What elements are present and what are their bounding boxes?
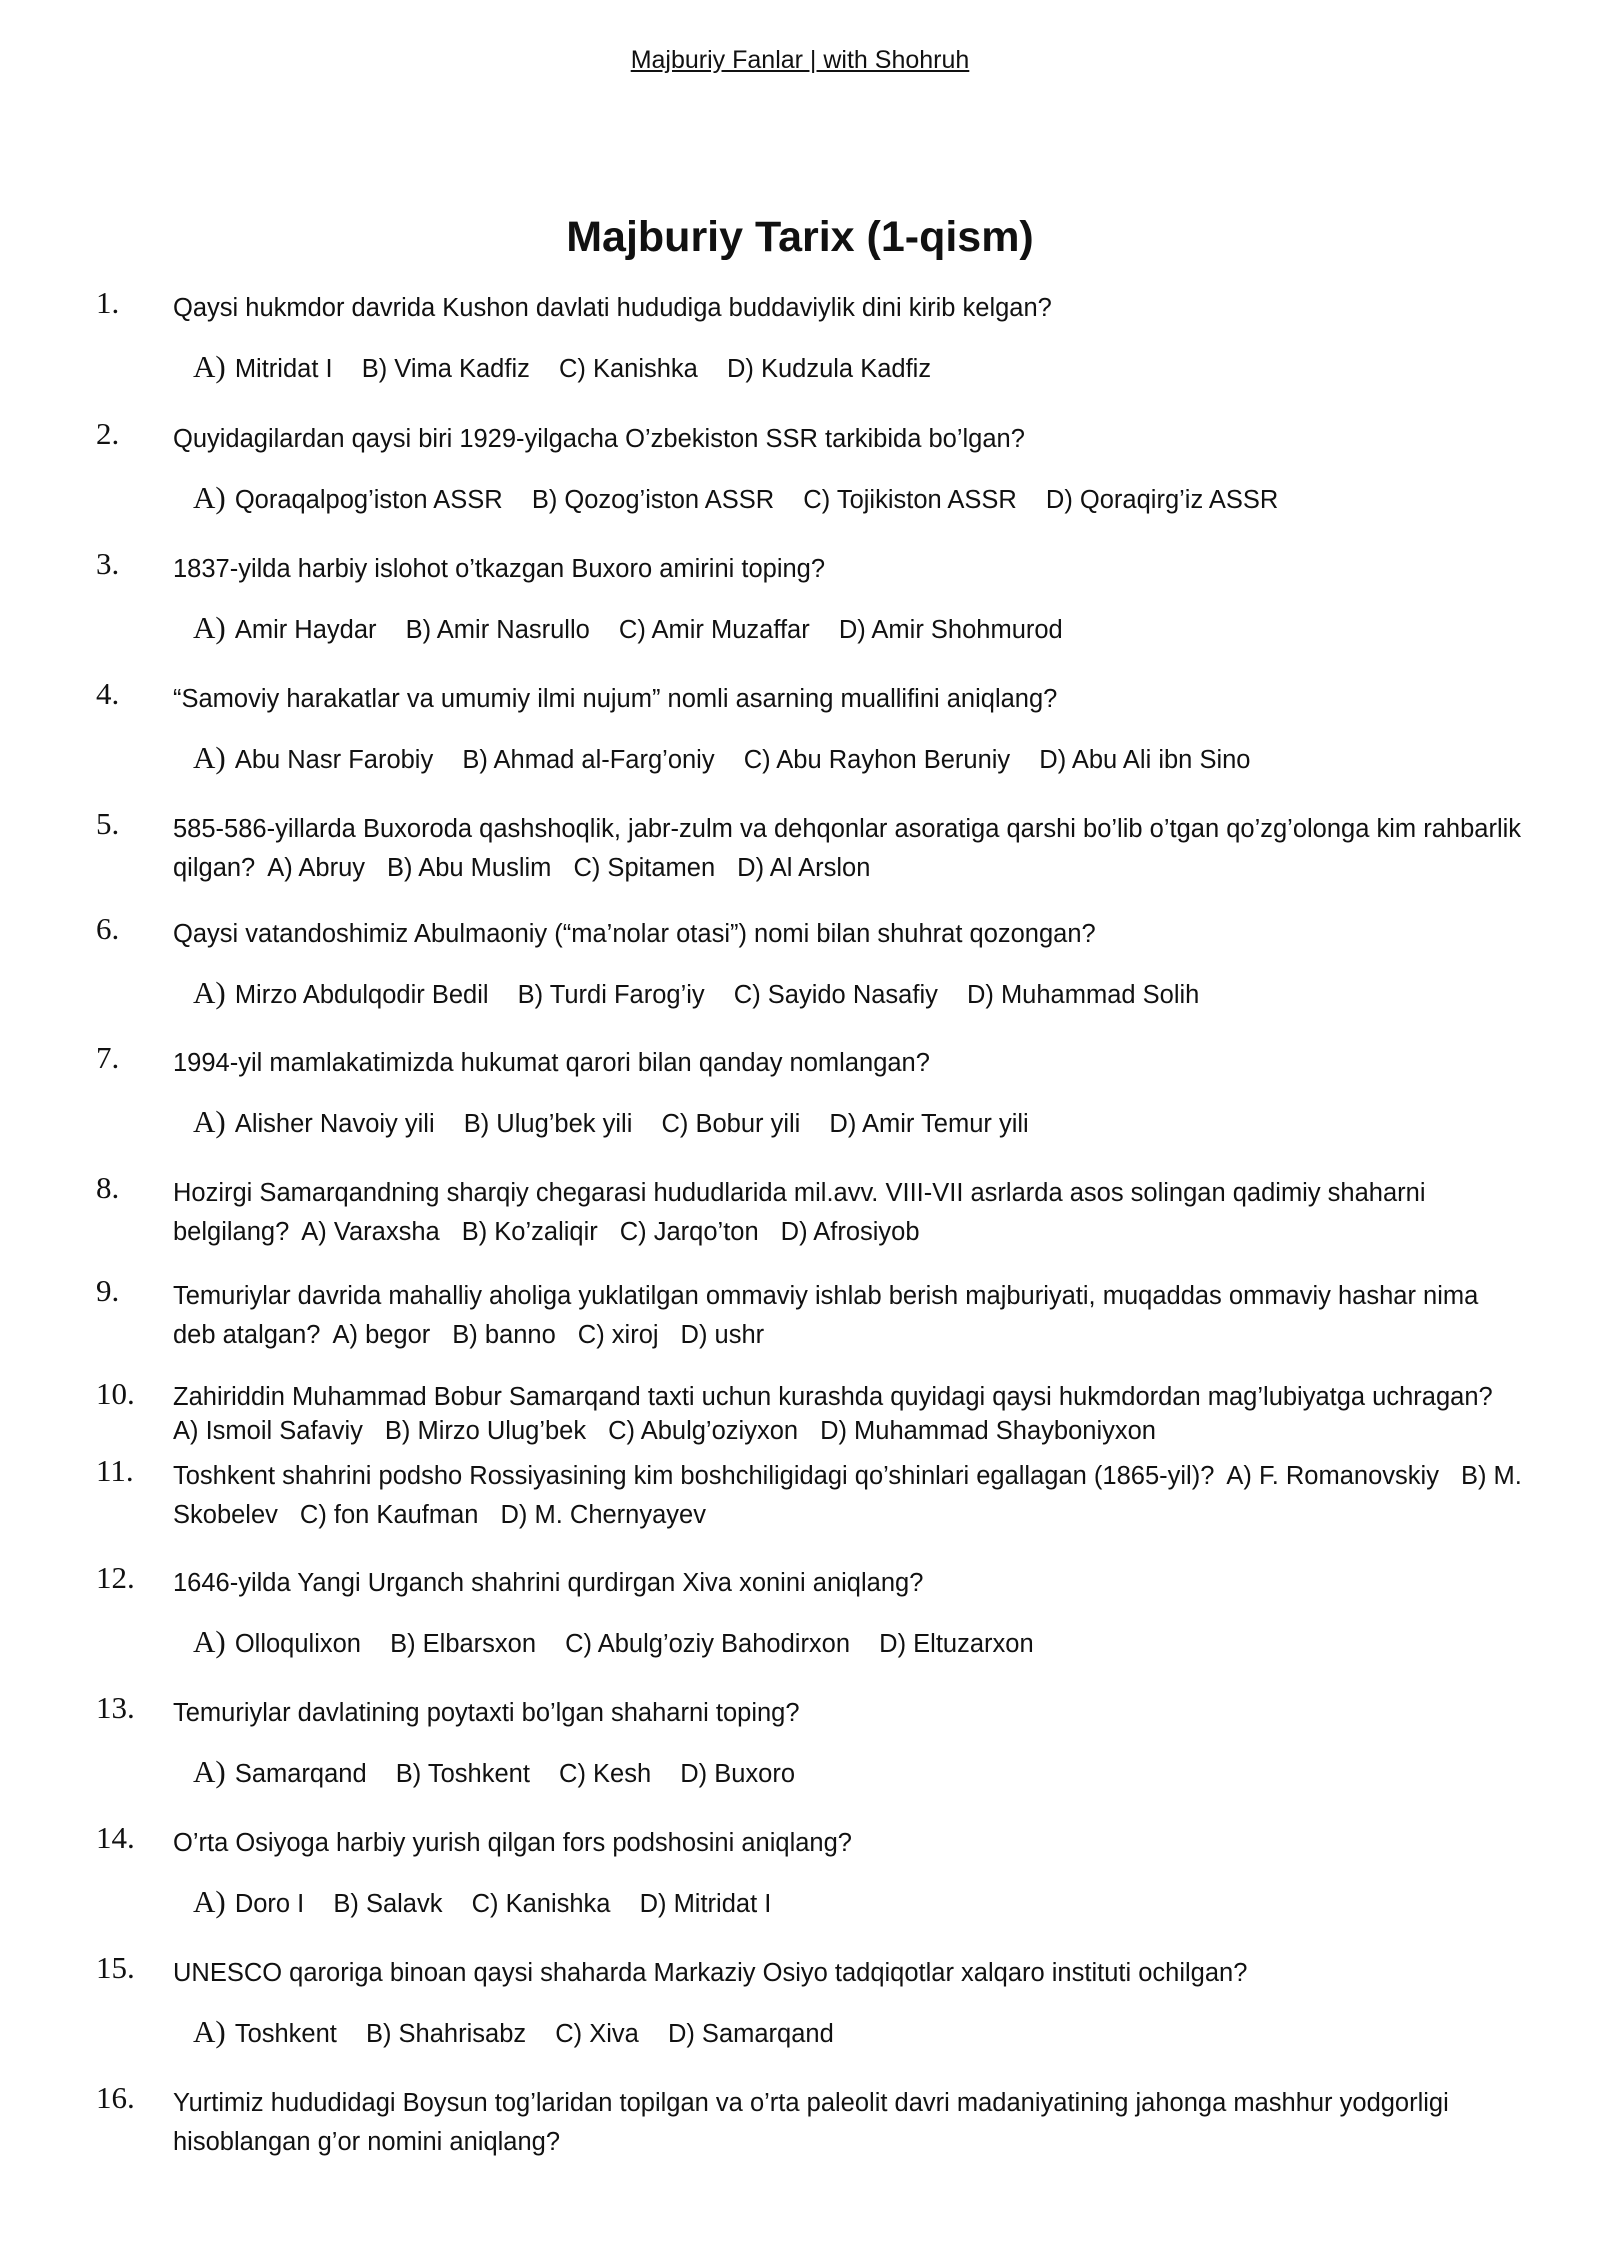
answer-options (193, 1884, 793, 1920)
answer-options (193, 740, 1273, 776)
answer-options (193, 1624, 1056, 1660)
question-text: 1837-yilda harbiy islohot o’tkazgan Buxoro amirini toping? (173, 555, 826, 583)
question-number: 14. (96, 1820, 135, 1855)
option-d: D) Abu Ali ibn Sino (1039, 746, 1251, 774)
question-number: 13. (96, 1690, 135, 1725)
option-d: D) Amir Shohmurod (838, 616, 1063, 644)
option-a: A) Varaxsha (301, 1218, 440, 1246)
answer-options (193, 2014, 856, 2050)
option-a-marker: A) (193, 2014, 226, 2049)
page-header: Majburiy Fanlar | with Shohruh (630, 46, 970, 74)
option-b: B) Abu Muslim (387, 854, 552, 882)
option-c: C) Bobur yili (661, 1110, 801, 1138)
option-a: Amir Haydar (234, 616, 377, 644)
option-b: B) Qozog’iston ASSR (531, 486, 775, 514)
option-a: Qoraqalpog’iston ASSR (234, 486, 503, 514)
option-b: B) Shahrisabz (365, 2020, 527, 2048)
answer-options (193, 1104, 1051, 1140)
question-text: O’rta Osiyoga harbiy yurish qilgan fors podshosini aniqlang? (173, 1829, 852, 1857)
option-a-marker: A) (193, 740, 226, 775)
question-prompt: Temuriylar davrida mahalliy aholiga yuklatilgan ommaviy ishlab berish majburiyati, muqaddas ommaviy hashar nima deb atalgan? (173, 1282, 1479, 1349)
option-a-marker: A) (193, 1624, 226, 1659)
answer-options (193, 480, 1300, 516)
option-b: B) Amir Nasrullo (405, 616, 590, 644)
question-text: Qaysi vatandoshimiz Abulmaoniy (“ma’nolar otasi”) nomi bilan shuhrat qozongan? (173, 920, 1096, 948)
option-c: C) Abu Rayhon Beruniy (743, 746, 1011, 774)
option-d: D) ushr (680, 1321, 765, 1349)
option-d: D) Afrosiyob (780, 1218, 920, 1246)
question-text: Qaysi hukmdor davrida Kushon davlati hududiga buddaviylik dini kirib kelgan? (173, 294, 1052, 322)
question-number: 6. (96, 911, 120, 946)
option-a: Samarqand (234, 1760, 367, 1788)
question-number: 16. (96, 2080, 135, 2115)
option-a: Abu Nasr Farobiy (234, 746, 434, 774)
question-text: “Samoviy harakatlar va umumiy ilmi nujum” nomli asarning muallifini aniqlang? (173, 685, 1058, 713)
question-text: Yurtimiz hududidagi Boysun tog’laridan topilgan va o’rta paleolit davri madaniyatining jahonga mashhur yodgorligi hisoblangan g’or nomini aniqlang? (173, 2089, 1449, 2156)
option-b: B) Turdi Farog’iy (517, 981, 705, 1009)
answer-options (193, 1754, 817, 1790)
option-b: B) Vima Kadfiz (361, 355, 530, 383)
option-d: D) Buxoro (680, 1760, 796, 1788)
question-text (173, 1380, 1526, 1448)
option-c: C) Abulg’oziyxon (608, 1417, 799, 1445)
option-b: B) Mirzo Ulug’bek (384, 1417, 587, 1445)
answer-options (193, 349, 953, 385)
option-a-marker: A) (193, 1754, 226, 1789)
option-a: Doro I (234, 1890, 305, 1918)
option-c: C) Tojikiston ASSR (803, 486, 1017, 514)
option-c: C) Kesh (559, 1760, 652, 1788)
option-b: B) M. Skobelev (173, 1462, 1522, 1529)
option-c: C) Abulg’oziy Bahodirxon (565, 1630, 851, 1658)
question-number: 15. (96, 1950, 135, 1985)
option-b: B) Toshkent (395, 1760, 530, 1788)
question-text: Temuriylar davlatining poytaxti bo’lgan shaharni toping? (173, 1699, 800, 1727)
option-c: C) xiroj (577, 1321, 659, 1349)
option-d: D) M. Chernyayev (500, 1501, 706, 1529)
option-c: C) Spitamen (573, 854, 716, 882)
answer-options (193, 610, 1085, 646)
question-prompt: 585-586-yillarda Buxoroda qashshoqlik, jabr-zulm va dehqonlar asoratiga qarshi bo’lib o’tgan qo’zg’olonga kim rahbarlik qilgan? (173, 815, 1522, 882)
page-title: Majburiy Tarix (1-qism) (566, 213, 1034, 261)
option-b: B) Elbarsxon (390, 1630, 537, 1658)
option-a: Mitridat I (234, 355, 333, 383)
question-number: 4. (96, 676, 120, 711)
option-a: A) Abruy (267, 854, 366, 882)
option-a-marker: A) (193, 480, 226, 515)
question-number: 8. (96, 1170, 120, 1205)
option-d: D) Mitridat I (639, 1890, 772, 1918)
question-number: 3. (96, 546, 120, 581)
answer-options (301, 1218, 941, 1246)
option-b: B) Ulug’bek yili (463, 1110, 633, 1138)
question-number: 7. (96, 1040, 120, 1075)
option-d: D) Eltuzarxon (879, 1630, 1034, 1658)
option-a: A) Ismoil Safaviy (173, 1417, 363, 1445)
question-number: 12. (96, 1560, 135, 1595)
option-d: D) Kudzula Kadfiz (726, 355, 932, 383)
question-text: 1646-yilda Yangi Urganch shahrini qurdirgan Xiva xonini aniqlang? (173, 1569, 924, 1597)
option-c: C) Xiva (555, 2020, 639, 2048)
question-prompt: Zahiriddin Muhammad Bobur Samarqand taxti uchun kurashda quyidagi qaysi hukmdordan mag’lubiyatga uchragan? (173, 1383, 1493, 1411)
option-b: B) Ko’zaliqir (461, 1218, 598, 1246)
option-d: D) Qoraqirg’iz ASSR (1045, 486, 1279, 514)
option-c: C) fon Kaufman (299, 1501, 479, 1529)
answer-options (193, 975, 1221, 1011)
question-prompt: Hozirgi Samarqandning sharqiy chegarasi hududlarida mil.avv. VIII-VII asrlarda asos solingan qadimiy shaharni belgilang? (173, 1179, 1426, 1246)
option-d: D) Amir Temur yili (829, 1110, 1029, 1138)
option-c: C) Amir Muzaffar (618, 616, 810, 644)
option-c: C) Kanishka (558, 355, 698, 383)
question-text: 1994-yil mamlakatimizda hukumat qarori bilan qanday nomlangan? (173, 1049, 930, 1077)
option-d: D) Muhammad Shayboniyxon (820, 1417, 1156, 1445)
option-a: Toshkent (234, 2020, 337, 2048)
option-a: Mirzo Abdulqodir Bedil (234, 981, 489, 1009)
option-b: B) Salavk (333, 1890, 443, 1918)
question-text: UNESCO qaroriga binoan qaysi shaharda Markaziy Osiyo tadqiqotlar xalqaro instituti ochilgan? (173, 1959, 1248, 1987)
option-a-marker: A) (193, 1884, 226, 1919)
option-c: C) Sayido Nasafiy (733, 981, 938, 1009)
question-number: 11. (96, 1453, 134, 1488)
option-c: C) Jarqo’ton (619, 1218, 759, 1246)
option-a: A) F. Romanovskiy (1226, 1462, 1439, 1490)
option-b: B) banno (452, 1321, 556, 1349)
option-d: D) Samarqand (667, 2020, 834, 2048)
option-a-marker: A) (193, 975, 226, 1010)
option-a-marker: A) (193, 610, 226, 645)
question-prompt: Toshkent shahrini podsho Rossiyasining kim boshchiligidagi qo’shinlari egallagan (1865-yil)? (173, 1462, 1215, 1490)
question-text (173, 1174, 1526, 1252)
question-text (173, 1277, 1526, 1355)
question-number: 2. (96, 416, 120, 451)
option-a: Olloqulixon (234, 1630, 361, 1658)
question-number: 10. (96, 1376, 135, 1411)
option-b: B) Ahmad al-Farg’oniy (462, 746, 715, 774)
question-text: Quyidagilardan qaysi biri 1929-yilgacha O’zbekiston SSR tarkibida bo’lgan? (173, 425, 1025, 453)
answer-options (332, 1321, 786, 1349)
question-text (173, 810, 1526, 888)
option-a-marker: A) (193, 349, 226, 384)
option-a: Alisher Navoiy yili (234, 1110, 435, 1138)
option-c: C) Kanishka (471, 1890, 611, 1918)
question-text (173, 1457, 1526, 1535)
answer-options (267, 854, 892, 882)
option-d: D) Al Arslon (737, 854, 871, 882)
option-d: D) Muhammad Solih (966, 981, 1200, 1009)
question-number: 1. (96, 285, 120, 320)
question-number: 5. (96, 806, 120, 841)
option-a-marker: A) (193, 1104, 226, 1139)
question-number: 9. (96, 1273, 120, 1308)
answer-options (173, 1414, 1526, 1448)
option-a: A) begor (332, 1321, 431, 1349)
